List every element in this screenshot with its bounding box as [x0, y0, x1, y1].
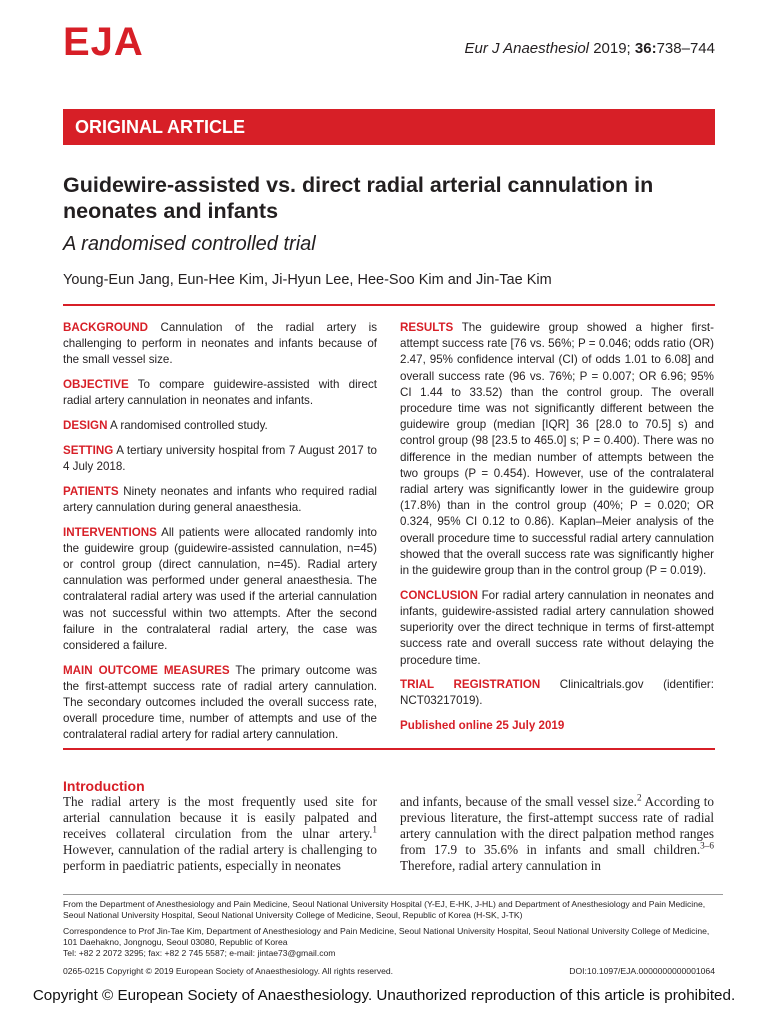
intro-text: The radial artery is the most frequently used site for arterial cannulation because it is easily palpated and receives collateral circulation from the ulnar artery. — [63, 794, 377, 841]
abstract-trial-registration — [400, 677, 714, 709]
section-text: For radial artery cannulation in neonates and infants, guidewire-assisted radial artery cannulation showed superiority over the direct technique in terms of first-attempt success rate and overall success rate without delaying the procedure time. — [400, 588, 714, 667]
footnotes — [63, 894, 723, 964]
copyright-line: 0265-0215 Copyright © 2019 European Society of Anaesthesiology. All rights reserved. — [63, 966, 394, 976]
citation-volume: 36: — [634, 40, 657, 57]
intro-text: According to previous literature, the first-attempt success rate of radial artery cannulation with the direct palpation method ranges from 17.9 to 35.6% in infants and small children. — [400, 794, 714, 857]
contact-note: Tel: +82 2 2072 3295; fax: +82 2 745 5587; e-mail: jintae73@gmail.com — [63, 947, 336, 958]
section-text: The primary outcome was the first-attempt success rate of radial artery cannulation. The secondary outcomes included the overall success rate, overall procedure time, number of attempts and use of the contralateral radial artery for radial artery cannulation. — [63, 663, 378, 742]
introduction-right-column — [400, 794, 714, 874]
section-text: The guidewire group showed a higher first-attempt success rate [76 vs. 56%; P = 0.046; odds ratio (OR) 2.47, 95% confidence interval (CI) of odds 1.01 to 6.08] and overall success rate (96 vs. 76%; P = 0.007; OR 6.96; 95% CI 1.44 to 33.52) than the control group. The overall procedure time was not significantly different between the guidewire group (median [IQR] 36 [28.0 to 70.5] s) and control group (98 [23.5 to 465.0] s; P = 0.400). There was no difference in the median number of attempts between the two groups (P = 0.454). However, use of the contralateral radial artery was significantly lower in the guidewire group (17.8%) than in the control group (40%; P = 0.020; OR 0.324, 95% CI 0.12 to 0.86). Kaplan–Meier analysis of the overall procedure time to successful radial artery cannulation showed that the overall success rate was significantly higher in the guidewire group than in the control group (P = 0.019). — [400, 321, 714, 578]
reference-marker: 2 — [636, 792, 642, 803]
published-online: Published online 25 July 2019 — [400, 719, 565, 733]
abstract-background — [63, 320, 377, 369]
abstract-setting — [63, 443, 377, 475]
abstract-bottom-rule — [63, 748, 715, 750]
reference-marker: 1 — [372, 824, 377, 835]
abstract-results — [400, 320, 714, 579]
correspondence-note: Correspondence to Prof Jin-Tae Kim, Department of Anesthesiology and Pain Medicine, Seoul National University Hospital, Seoul National University College of Medicine, 101 Daehakno, Jongnogu, Seoul 03080, Republic of Korea — [63, 925, 710, 947]
footnote-rule — [63, 894, 723, 895]
introduction-paragraph — [400, 794, 714, 874]
section-text: A tertiary university hospital from 7 August 2017 to 4 July 2018. — [63, 443, 377, 473]
citation-pages: 738–744 — [656, 40, 715, 57]
abstract-interventions — [63, 525, 377, 655]
abstract-patients — [63, 484, 377, 516]
intro-text: Therefore, radial artery cannulation in — [400, 857, 602, 873]
section-label: PATIENTS — [63, 484, 119, 498]
doi-line: DOI:10.1097/EJA.0000000000001064 — [569, 966, 715, 976]
reference-marker: 3–6 — [700, 840, 714, 851]
section-text: A randomised controlled study. — [110, 419, 268, 433]
copyright-watermark: Copyright © European Society of Anaesthesiology. Unauthorized reproduction of this article is prohibited. — [32, 987, 736, 1004]
introduction-paragraph — [63, 794, 377, 874]
section-label: DESIGN — [63, 419, 108, 433]
section-label: OBJECTIVE — [63, 378, 129, 392]
section-label: TRIAL REGISTRATION — [400, 678, 541, 692]
journal-name: Eur J Anaesthesiol — [464, 40, 590, 57]
abstract-main-outcome — [63, 663, 377, 744]
section-text: Ninety neonates and infants who required radial artery cannulation during general anaesthesia. — [63, 484, 377, 514]
intro-text: However, cannulation of the radial artery is challenging to perform in paediatric patients, especially in neonates — [63, 841, 377, 873]
introduction-heading: Introduction — [63, 778, 145, 794]
abstract-conclusion — [400, 588, 714, 669]
section-label: SETTING — [63, 443, 114, 457]
journal-logo: EJA — [63, 20, 144, 64]
section-text: Cannulation of the radial artery is challenging to perform in neonates and infants because of the small vessel size. — [63, 321, 377, 367]
introduction-left-column — [63, 794, 377, 874]
section-label: CONCLUSION — [400, 588, 478, 602]
abstract-top-rule — [63, 304, 715, 306]
section-text: Clinicaltrials.gov (identifier: NCT03217019). — [400, 678, 714, 708]
section-label: BACKGROUND — [63, 321, 149, 334]
citation-year: 2019; — [593, 40, 631, 57]
intro-text: and infants, because of the small vessel size. — [400, 794, 637, 809]
article-type-banner — [63, 109, 715, 145]
abstract-objective — [63, 377, 377, 409]
section-text: To compare guidewire-assisted with direct radial artery cannulation in neonates and infants. — [63, 378, 377, 408]
article-type-label: ORIGINAL ARTICLE — [75, 117, 245, 137]
author-list: Young-Eun Jang, Eun-Hee Kim, Ji-Hyun Lee, Hee-Soo Kim and Jin-Tae Kim — [63, 272, 552, 288]
affiliation-note: From the Department of Anesthesiology and Pain Medicine, Seoul National University Hospital (Y-EJ, E-HK, J-HL) and Department of Anesthesiology and Pain Medicine, Seoul National University Hospital, Seoul National University College of Medicine, Seoul, Republic of Korea (H-SK, J-TK) — [63, 898, 706, 920]
citation — [465, 39, 716, 59]
abstract-right-column — [400, 320, 714, 743]
article-subtitle: A randomised controlled trial — [63, 233, 316, 255]
section-label: RESULTS — [400, 321, 454, 334]
abstract-left-column — [63, 320, 377, 752]
article-title: Guidewire-assisted vs. direct radial arterial cannulation in neonates and infants — [63, 173, 654, 223]
abstract-design — [63, 418, 377, 434]
section-label: INTERVENTIONS — [63, 525, 157, 539]
section-label: MAIN OUTCOME MEASURES — [63, 663, 230, 677]
section-text: All patients were allocated randomly into the guidewire group (guidewire-assisted cannulation, n=45) or control group (direct cannulation, n=45). Radial artery cannulation was performed under general anaesthesia. The contralateral radial artery was used if the arterial cannulation was not successful within two attempts. After the second failure in the contralateral radial artery, the case was considered a failure. — [63, 525, 377, 652]
